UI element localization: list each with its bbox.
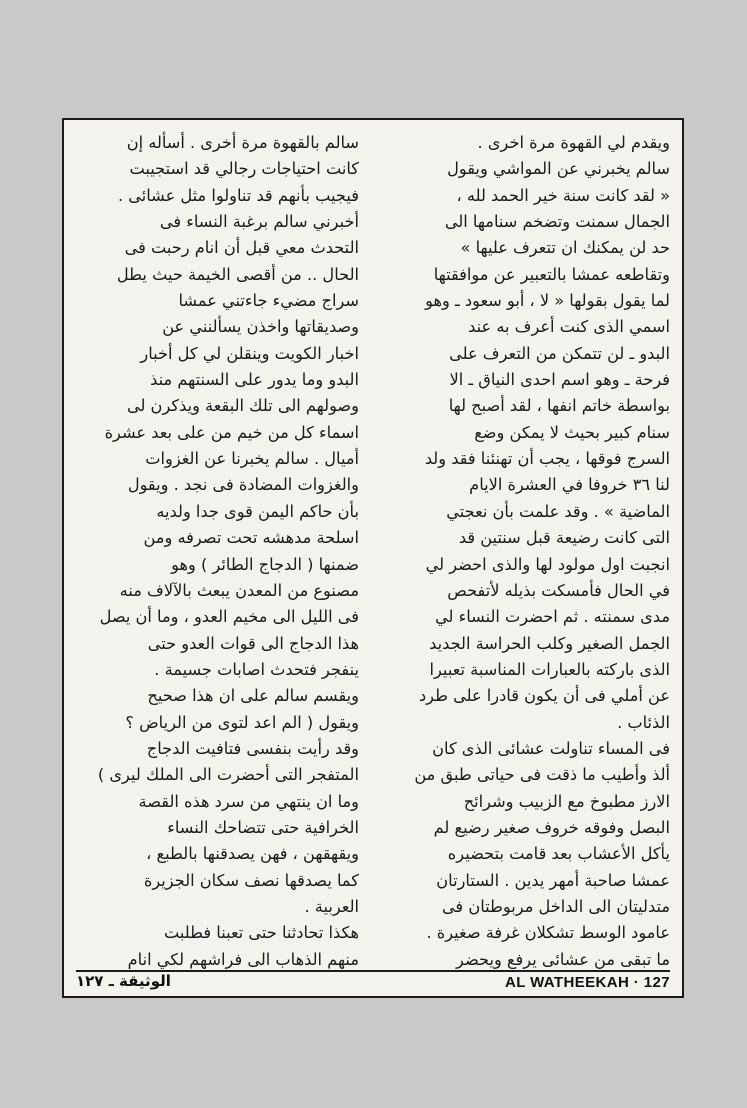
text-line: متدليتان الى الداخل مربوطتان فى	[441, 896, 670, 916]
text-line: والغزوات المضادة فى نجد . ويقول	[127, 475, 359, 495]
text-line: ويقول ( الم اعد لتوى من الرياض ؟	[125, 712, 359, 732]
magazine-page	[62, 118, 684, 998]
text-line: هكذا تحادثنا حتى تعبنا فطلبت	[163, 923, 359, 943]
text-line: في الحال فأمسكت بذيله لأتفحص	[447, 580, 670, 600]
text-line: « لقد كانت سنة خير الحمد لله ،	[456, 185, 670, 205]
text-line: الحال .. من أقصى الخيمة حيث يطل	[116, 264, 359, 284]
footer-arabic-title: الوثيقة ـ ١٢٧	[76, 972, 171, 990]
text-line: مصنوع من المعدن يبعث بالآلاف منه	[119, 580, 359, 600]
text-line: أميال . سالم يخبرنا عن الغزوات	[145, 449, 359, 469]
text-line: عمشا صاحبة أمهر يدين . الستارتان	[436, 870, 670, 890]
text-line: البدو ـ لن تتمكن من التعرف على	[449, 343, 670, 363]
text-line: ألذ وأطيب ما ذقت فى حياتى طبق من	[414, 765, 670, 785]
text-line: الجمل الصغير وكلب الحراسة الجديد	[429, 633, 670, 653]
text-line: بواسطة خاتم انفها ، لقد أصبح لها	[448, 396, 670, 416]
text-line: الذئاب .	[617, 712, 670, 732]
text-line: كما يصدقها نصف سكان الجزيرة	[143, 870, 359, 890]
text-line: لما يقول بقولها « لا ، أبو سعود ـ وهو	[425, 291, 670, 311]
text-line: اسماء كل من خيم من على بعد عشرة	[104, 422, 359, 442]
text-line: فى المساء تناولت عشائى الذى كان	[432, 738, 670, 758]
text-line: وما ان ينتهي من سرد هذه القصة	[138, 791, 359, 811]
text-line: انجبت اول مولود لها والذى احضر لي	[425, 554, 670, 574]
text-line: وصولهم الى تلك البقعة ويذكرن لى	[126, 396, 359, 416]
text-line: بأن حاكم اليمن قوى جدا ولديه	[156, 501, 359, 521]
text-line: وصديقاتها واخذن يسألنني عن	[162, 317, 359, 337]
text-line: الجمال سمنت وتضخم سنامها الى	[444, 212, 670, 232]
text-line: ينفجر فتحدث اصابات جسيمة .	[154, 659, 359, 679]
text-line: فى الليل الى مخيم العدو ، وما أن يصل	[99, 607, 359, 627]
text-line: لنا ٣٦ خروفا في العشرة الايام	[469, 475, 670, 495]
text-line: وتقاطعه عمشا بالتعبير عن موافقتها	[433, 264, 670, 284]
page-footer	[76, 970, 670, 996]
text-line: العربية .	[304, 896, 359, 916]
text-line: فرحة ـ وهو اسم احدى النياق ـ الا	[449, 370, 670, 390]
text-line: التحدث معي قبل أن انام رحبت فى	[124, 238, 359, 258]
text-line: منهم الذهاب الى فراشهم لكي انام	[127, 949, 359, 969]
text-line: التى كانت رضيعة قبل سنتين قد	[458, 528, 670, 548]
text-line: مدى سمنته . ثم احضرت النساء لي	[435, 607, 670, 627]
text-line: عامود الوسط تشكلان غرفة صغيرة .	[426, 923, 670, 943]
text-line: حد لن يمكنك ان تتعرف عليها »	[460, 238, 670, 258]
text-line: يأكل الأعشاب بعد قامت بتحضيره	[447, 844, 670, 864]
text-line: اسمي الذى كنت أعرف به عند	[468, 317, 670, 337]
text-line: الماضية » . وقد علمت بأن نعجتي	[446, 501, 670, 521]
text-line: ويقدم لي القهوة مرة اخرى .	[477, 133, 670, 152]
article-column-left	[78, 130, 359, 973]
text-line: سنام كبير بحيث لا يمكن وضع	[474, 422, 670, 442]
text-line: سالم بالقهوة مرة أخرى . أسأله إن	[126, 133, 359, 152]
text-line: اسلحة مدهشه تحت تصرفه ومن	[143, 528, 359, 548]
text-line: أخبرني سالم برغبة النساء فى	[159, 212, 359, 232]
text-line: ويقسم سالم على ان هذا صحيح	[147, 686, 359, 706]
text-line: ويقهقهن ، فهن يصدقنها بالطبع ،	[146, 844, 359, 864]
text-line: اخبار الكويت وينقلن لي كل أخبار	[140, 343, 359, 363]
text-line: السرج فوقها ، يجب أن تهنئنا فقد ولد	[424, 449, 670, 469]
text-line: المتفجر التى أحضرت الى الملك ليرى )	[97, 765, 359, 785]
text-line: فيجيب بأنهم قد تناولوا مثل عشائى .	[117, 185, 359, 205]
text-line: كانت احتياجات رجالي قد استجيبت	[129, 159, 359, 179]
text-line: الذى باركته بالعبارات المناسبة تعبيرا	[429, 659, 670, 679]
text-line: الارز مطبوخ مع الزبيب وشرائح	[463, 791, 670, 811]
text-line: ما تبقى من عشائى يرفع ويحضر	[456, 949, 670, 969]
article-column-right	[389, 130, 670, 973]
text-line: البدو وما يدور على السنتهم منذ	[150, 370, 359, 390]
text-line: عن أملي فى أن يكون قادرا على طرد	[418, 686, 670, 706]
text-line: البصل وفوقه خروف صغير رضيع لم	[433, 817, 670, 837]
text-line: هذا الدجاج الى قوات العدو حتى	[147, 633, 359, 653]
text-line: سالم يخبرني عن المواشي ويقول	[447, 159, 670, 179]
text-line: سراج مضيء جاءتني عمشا	[178, 291, 359, 311]
footer-english-title: AL WATHEEKAH · 127	[504, 974, 670, 991]
text-line: الخرافية حتى تتضاحك النساء	[167, 817, 359, 837]
text-line: وقد رأيت بنفسى فتافيت الدجاج	[146, 738, 359, 758]
text-line: ضمنها ( الدجاج الطائر ) وهو	[171, 554, 359, 574]
